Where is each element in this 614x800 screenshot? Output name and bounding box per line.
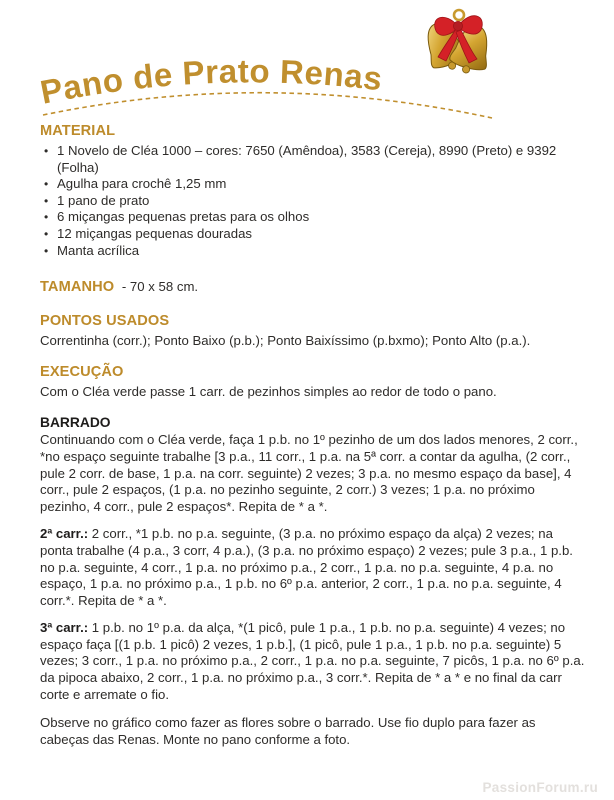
document-body (40, 122, 586, 748)
border-heading: BARRADO (40, 415, 111, 431)
bell-ring (454, 10, 464, 20)
watermark: PassionForum.ru (482, 780, 598, 795)
row-instruction (40, 620, 586, 703)
row-text: 2 corr., *1 p.b. no p.a. seguinte, (3 p.a. no próximo espaço da alça) 2 vezes; na ponta trabalhe (4 p.a., 3 corr, 4 p.a.), (3 p.a. no próximo espaço) 2 vezes; pule 3 p.a., 1 p.b. no p.a. seguinte, 4 corr., 1 p.a. no próximo p.a., 2 corr., 1 p.a. no p.a. seguinte, 4 p.a. no espaço, 1 p.a. no próximo p.a., 1 p.b. no 6º p.a. anterior, 2 corr., 1 p.a. no p.a. seguinte, 4 corr.*. Repita de * a *. (40, 526, 573, 608)
execution-text: Com o Cléa verde passe 1 carr. de pezinhos simples ao redor de todo o pano. (40, 383, 497, 399)
material-list (40, 143, 586, 259)
row-text: 1 p.b. no 1º p.a. da alça, *(1 picô, pule 1 p.a., 1 p.b. no p.a. seguinte) 4 vezes; no espaço faça [(1 p.b. 1 picô) 2 vezes, 1 p.b.], (1 picô, pule 1 p.a., 1 p.b. no p.a. seguinte) 5 vezes; 3 corr., 1 p.a. no próximo p.a., 2 corr., 1 p.a. no p.a. seguinte, 7 picôs, 1 p.a. no 6º p.a. da pipoca abaixo, 2 corr., 1 p.a. no próximo p.a., 3 corr.*. Repita de * a * e no final da carr corte e arremate o fio. (40, 620, 585, 702)
svg-text:Pano de Prato Renas (37, 52, 384, 110)
list-item: • 12 miçangas pequenas douradas (40, 226, 586, 243)
border-section (40, 414, 586, 703)
list-item: • Manta acrílica (40, 243, 586, 260)
stitches-section (40, 312, 586, 350)
stitches-text: Correntinha (corr.); Ponto Baixo (p.b.); Ponto Baixíssimo (p.bxmo); Ponto Alto (p.a.). (40, 333, 531, 349)
page-title (35, 44, 580, 126)
row-label: 3ª carr.: (40, 620, 89, 636)
list-item: • Agulha para crochê 1,25 mm (40, 176, 586, 193)
material-heading: MATERIAL (40, 123, 116, 139)
stitches-heading: PONTOS USADOS (40, 313, 170, 330)
size-value: - 70 x 58 cm. (121, 279, 199, 295)
final-note-text: Observe no gráfico como fazer as flores sobre o barrado. Use fio duplo para fazer as cabeças das Renas. Monte no pano conforme a foto. (40, 715, 536, 747)
size-row (40, 278, 586, 296)
row-instruction (40, 526, 586, 609)
list-item: • 6 miçangas pequenas pretas para os olhos (40, 209, 586, 226)
execution-section (40, 363, 586, 401)
list-item: • 1 Novelo de Cléa 1000 – cores: 7650 (Amêndoa), 3583 (Cereja), 8990 (Preto) e 9392 (Folha) (40, 143, 586, 176)
list-item: • 1 pano de prato (40, 193, 586, 210)
size-heading: TAMANHO (40, 279, 115, 296)
row-label: 2ª carr.: (40, 526, 89, 542)
border-intro-text: Continuando com o Cléa verde, faça 1 p.b. no 1º pezinho de um dos lados menores, 2 corr., *no espaço seguinte trabalhe [3 p.a., 11 corr., 1 p.a. na 5ª corr. a contar da agulha, (2 corr., pule 2 corr. de base, 1 p.a. na corr. seguinte) 2 vezes; 3 p.a. no mesmo espaço da base], 4 corr., pule 2 espaços, (1 p.a. no pezinho seguinte, 2 corr.) 3 vezes; 1 p.a. no próximo pezinho, 4 corr., pule 2 espaços*. Repita de * a *. (40, 432, 578, 514)
execution-heading: EXECUÇÃO (40, 363, 124, 380)
page-title-text: Pano de Prato Renas (37, 52, 385, 111)
